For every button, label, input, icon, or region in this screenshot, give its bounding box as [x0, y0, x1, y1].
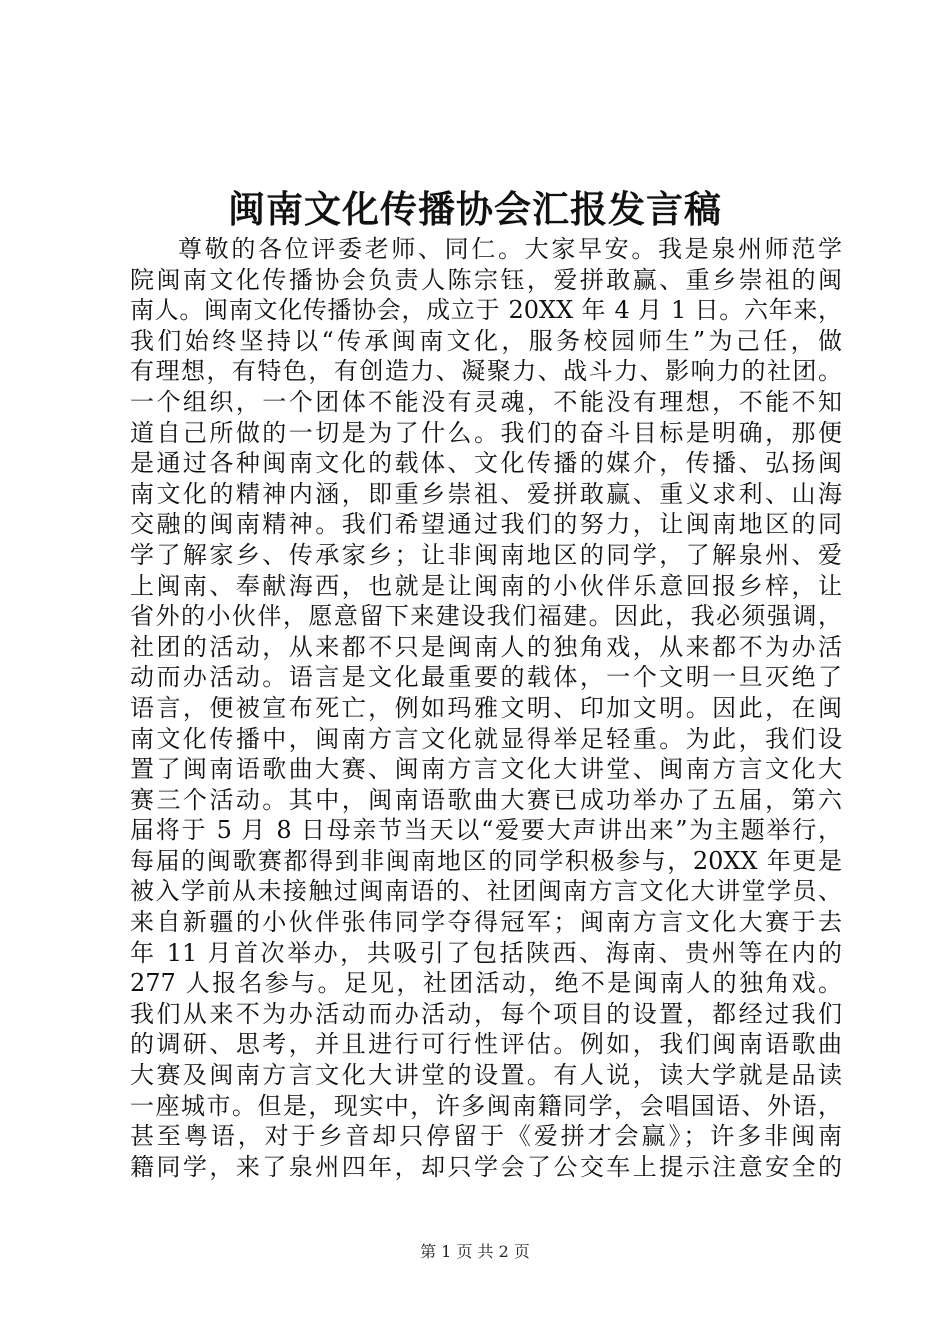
body-line: 一个组织，一个团体不能没有灵魂，不能没有理想，不能不知	[130, 387, 842, 416]
page-number-footer: 第 1 页 共 2 页	[420, 1242, 530, 1261]
body-line: 有理想，有特色，有创造力、凝聚力、战斗力、影响力的社团。	[130, 357, 842, 386]
body-line: 道自己所做的一切是为了什么。我们的奋斗目标是明确，那便	[130, 418, 842, 447]
body-line: 南文化的精神内涵，即重乡崇祖、爱拼敢赢、重义求利、山海	[130, 479, 842, 508]
body-line: 上闽南、奉献海西，也就是让闽南的小伙伴乐意回报乡梓，让	[130, 571, 842, 600]
body-line: 我们始终坚持以“传承闽南文化，服务校园师生”为己任，做	[130, 326, 842, 355]
body-line: 社团的活动，从来都不只是闽南人的独角戏，从来都不为办活	[130, 632, 842, 661]
body-line: 是通过各种闽南文化的载体、文化传播的媒介，传播、弘扬闽	[130, 449, 842, 478]
body-line: 籍同学，来了泉州四年，却只学会了公交车上提示注意安全的	[130, 1152, 842, 1181]
document-body	[130, 234, 842, 1182]
body-line: 院闽南文化传播协会负责人陈宗钰，爱拼敢赢、重乡崇祖的闽	[130, 265, 842, 294]
body-line: 被入学前从未接触过闽南语的、社团闽南方言文化大讲堂学员、	[130, 877, 842, 906]
body-line: 年 11 月首次举办，共吸引了包括陕西、海南、贵州等在内的	[130, 938, 842, 967]
body-line: 省外的小伙伴，愿意留下来建设我们福建。因此，我必须强调，	[130, 602, 842, 631]
body-line: 277 人报名参与。足见，社团活动，绝不是闽南人的独角戏。	[130, 969, 842, 998]
body-line: 每届的闽歌赛都得到非闽南地区的同学积极参与，20XX 年更是	[130, 846, 842, 875]
body-line: 来自新疆的小伙伴张伟同学夺得冠军；闽南方言文化大赛于去	[130, 908, 842, 937]
body-line: 甚至粤语，对于乡音却只停留于《爱拼才会赢》；许多非闽南	[130, 1122, 842, 1151]
body-line: 置了闽南语歌曲大赛、闽南方言文化大讲堂、闽南方言文化大	[130, 755, 842, 784]
body-line: 南人。闽南文化传播协会，成立于 20XX 年 4 月 1 日。六年来，	[130, 296, 842, 325]
body-line: 南文化传播中，闽南方言文化就显得举足轻重。为此，我们设	[130, 724, 842, 753]
body-line: 动而办活动。语言是文化最重要的载体，一个文明一旦灭绝了	[130, 663, 842, 692]
body-line: 届将于 5 月 8 日母亲节当天以“爱要大声讲出来”为主题举行，	[130, 816, 842, 845]
body-line: 尊敬的各位评委老师、同仁。大家早安。我是泉州师范学	[178, 235, 842, 263]
document-title: 闽南文化传播协会汇报发言稿	[228, 187, 722, 231]
body-line: 学了解家乡、传承家乡；让非闽南地区的同学，了解泉州、爱	[130, 540, 842, 569]
body-line: 赛三个活动。其中，闽南语歌曲大赛已成功举办了五届，第六	[130, 785, 842, 814]
body-line: 的调研、思考，并且进行可行性评估。例如，我们闽南语歌曲	[130, 1030, 842, 1059]
body-line: 我们从来不为办活动而办活动，每个项目的设置，都经过我们	[130, 999, 842, 1028]
body-line: 一座城市。但是，现实中，许多闽南籍同学，会唱国语、外语，	[130, 1091, 842, 1120]
body-line: 交融的闽南精神。我们希望通过我们的努力，让闽南地区的同	[130, 510, 842, 539]
body-line: 大赛及闽南方言文化大讲堂的设置。有人说，读大学就是品读	[130, 1061, 842, 1090]
body-line: 语言，便被宣布死亡，例如玛雅文明、印加文明。因此，在闽	[130, 693, 842, 722]
